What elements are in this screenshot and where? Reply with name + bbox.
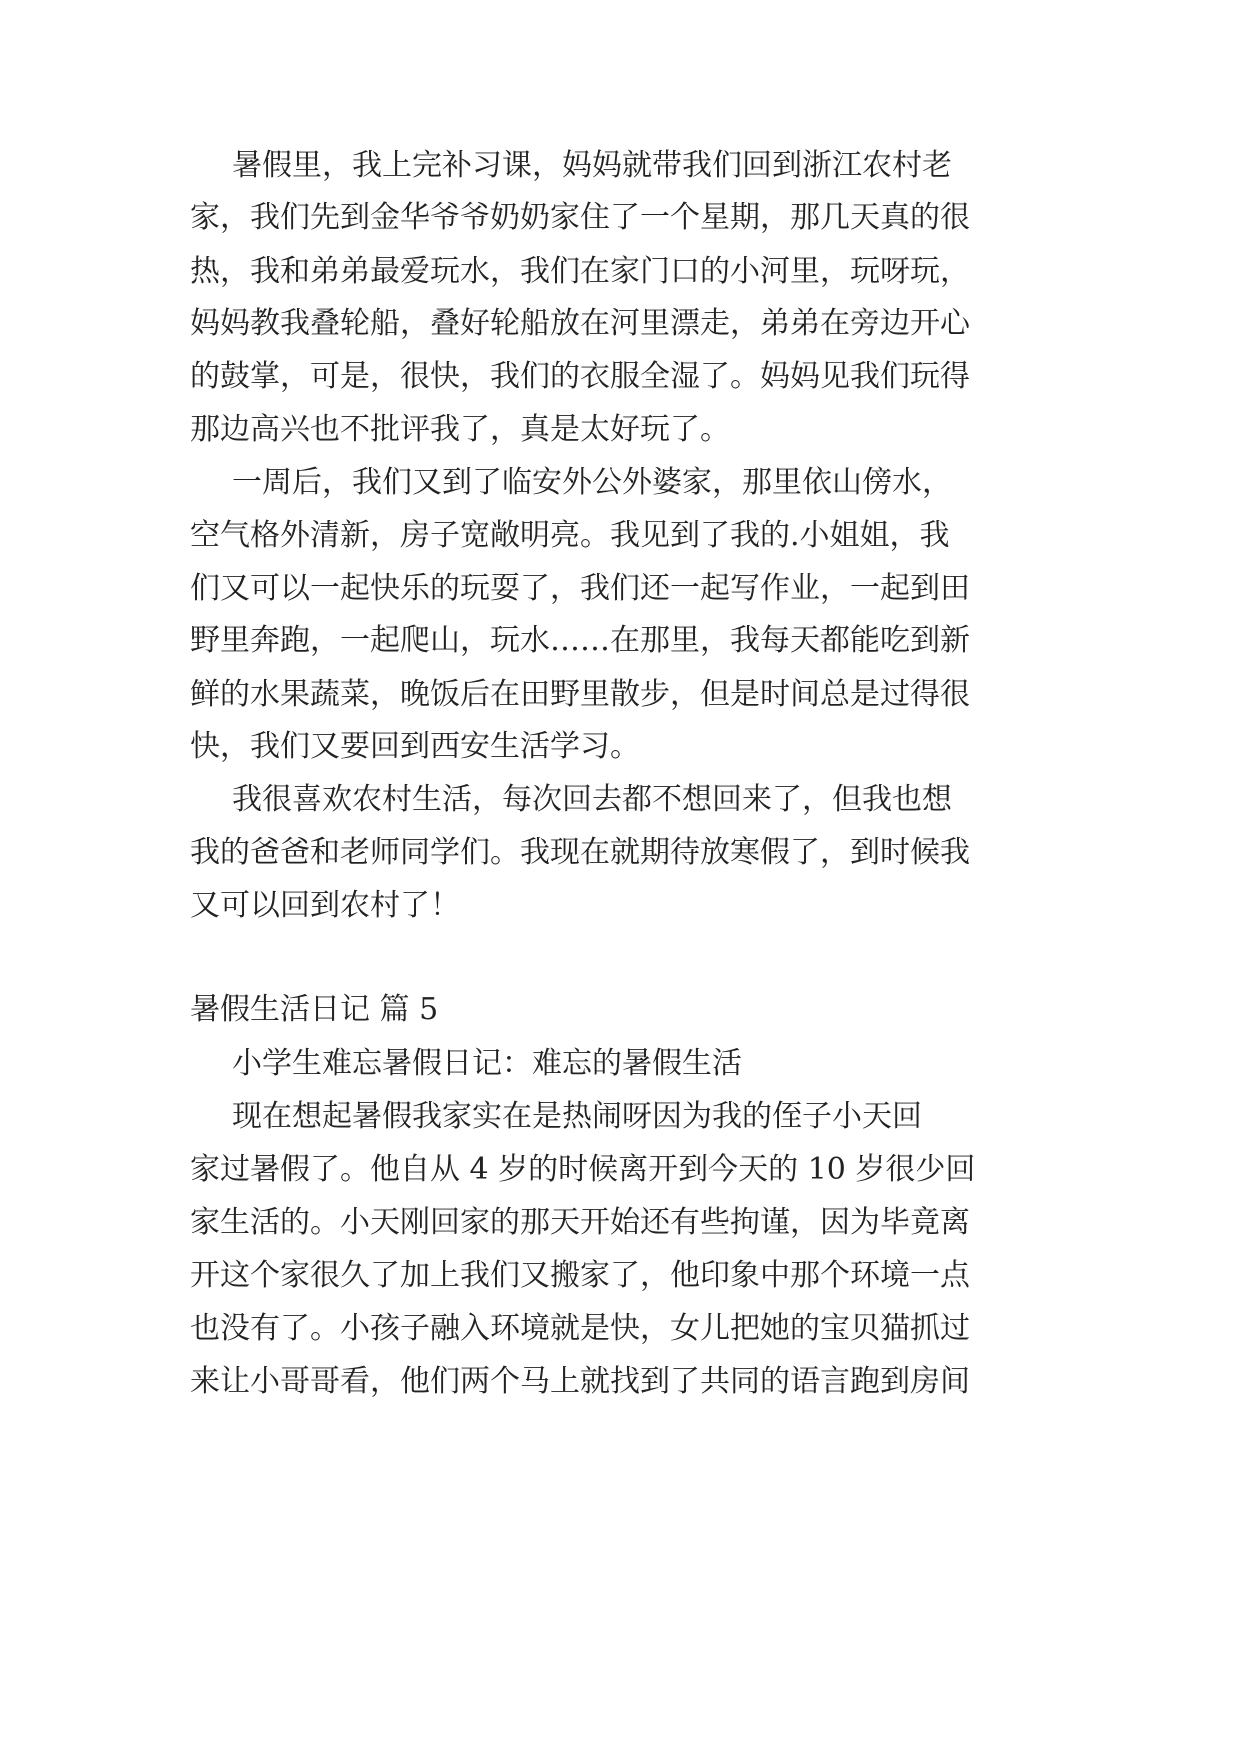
paragraph-line: 来让小哥哥看，他们两个马上就找到了共同的语言跑到房间 bbox=[190, 1364, 970, 1399]
section-heading: 暑假生活日记 篇 5 bbox=[190, 992, 439, 1027]
paragraph-line: 家，我们先到金华爷爷奶奶家住了一个星期，那几天真的很 bbox=[190, 200, 970, 235]
paragraph-line: 鲜的水果蔬菜，晚饭后在田野里散步，但是时间总是过得很 bbox=[190, 677, 970, 712]
paragraph-line: 们又可以一起快乐的玩耍了，我们还一起写作业，一起到田 bbox=[190, 571, 970, 606]
paragraph-line: 家生活的。小天刚回家的那天开始还有些拘谨，因为毕竟离 bbox=[190, 1205, 970, 1240]
paragraph-line: 一周后，我们又到了临安外公外婆家，那里依山傍水， bbox=[232, 465, 952, 500]
section-subtitle: 小学生难忘暑假日记：难忘的暑假生活 bbox=[232, 1046, 742, 1081]
paragraph-line: 现在想起暑假我家实在是热闹呀因为我的侄子小天回 bbox=[232, 1099, 922, 1134]
paragraph-line: 我很喜欢农村生活，每次回去都不想回来了，但我也想 bbox=[232, 782, 952, 817]
paragraph-line: 我的爸爸和老师同学们。我现在就期待放寒假了，到时候我 bbox=[190, 835, 970, 870]
paragraph-line: 那边高兴也不批评我了，真是太好玩了。 bbox=[190, 412, 730, 447]
paragraph-line: 开这个家很久了加上我们又搬家了，他印象中那个环境一点 bbox=[190, 1258, 970, 1293]
paragraph-line: 热，我和弟弟最爱玩水，我们在家门口的小河里，玩呀玩， bbox=[190, 254, 970, 289]
paragraph-line: 的鼓掌，可是，很快，我们的衣服全湿了。妈妈见我们玩得 bbox=[190, 359, 970, 394]
paragraph-line: 家过暑假了。他自从 4 岁的时候离开到今天的 10 岁很少回 bbox=[190, 1152, 976, 1187]
paragraph-line: 空气格外清新，房子宽敞明亮。我见到了我的.小姐姐，我 bbox=[190, 518, 950, 553]
paragraph-line: 又可以回到农村了！ bbox=[190, 888, 460, 923]
paragraph-line: 也没有了。小孩子融入环境就是快，女儿把她的宝贝猫抓过 bbox=[190, 1311, 970, 1346]
paragraph-line: 暑假里，我上完补习课，妈妈就带我们回到浙江农村老 bbox=[232, 148, 952, 183]
paragraph-line: 妈妈教我叠轮船，叠好轮船放在河里漂走，弟弟在旁边开心 bbox=[190, 306, 970, 341]
paragraph-line: 快，我们又要回到西安生活学习。 bbox=[190, 729, 640, 764]
paragraph-line: 野里奔跑，一起爬山，玩水……在那里，我每天都能吃到新 bbox=[190, 623, 970, 658]
